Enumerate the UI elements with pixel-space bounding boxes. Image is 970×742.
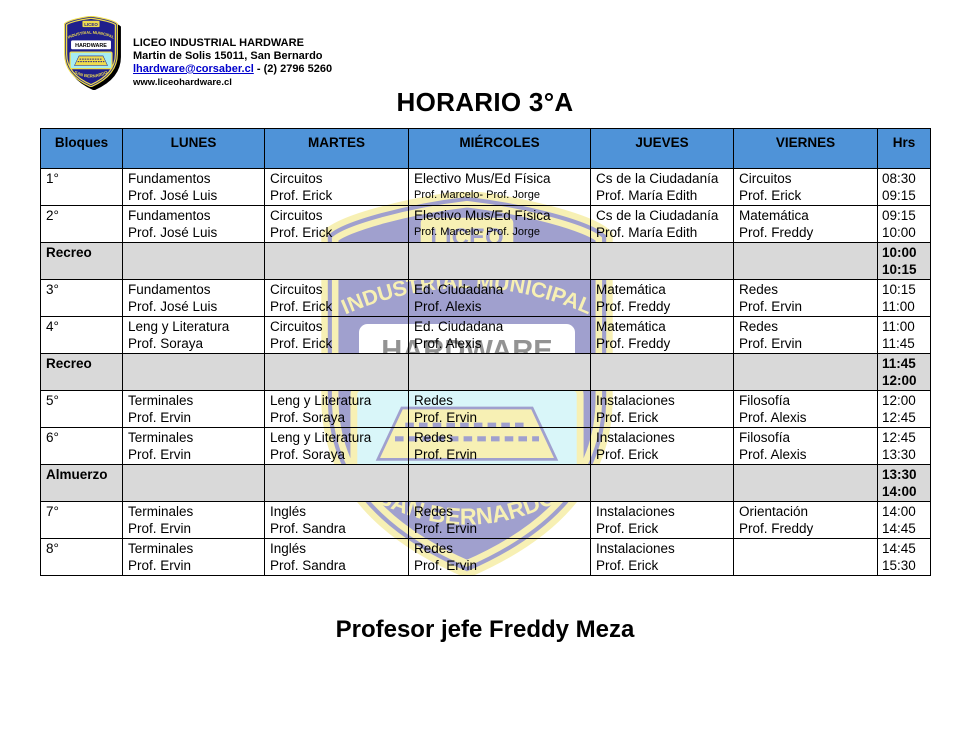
block-label: 1°	[41, 169, 123, 206]
schedule-cell: Filosofía Prof. Alexis	[734, 428, 878, 465]
table-row-block-8	[41, 539, 931, 576]
block-label: 8°	[41, 539, 123, 576]
column-header-lunes: LUNES	[123, 129, 265, 169]
schedule-cell: Fundamentos Prof. José Luis	[123, 169, 265, 206]
column-header-hrs: Hrs	[878, 129, 931, 169]
schedule-cell: Matemática Prof. Freddy	[734, 206, 878, 243]
schedule-cell: Ed. Ciudadana Prof. Alexis	[409, 280, 591, 317]
school-logo-icon	[58, 16, 124, 87]
hours-cell: 13:30 14:00	[878, 465, 931, 502]
hours-cell: 10:15 11:00	[878, 280, 931, 317]
schedule-cell: Terminales Prof. Ervin	[123, 391, 265, 428]
schedule-cell: Leng y Literatura Prof. Soraya	[265, 428, 409, 465]
table-row-block-6	[41, 428, 931, 465]
column-header-jueves: JUEVES	[591, 129, 734, 169]
schedule-cell: Leng y Literatura Prof. Soraya	[123, 317, 265, 354]
schedule-cell	[734, 354, 878, 391]
schedule-cell: Instalaciones Prof. Erick	[591, 502, 734, 539]
column-header-martes: MARTES	[265, 129, 409, 169]
schedule-cell	[123, 354, 265, 391]
table-row-block-2	[41, 206, 931, 243]
hours-cell: 12:45 13:30	[878, 428, 931, 465]
schedule-cell	[734, 539, 878, 576]
schedule-cell	[123, 243, 265, 280]
schedule-cell: Redes Prof. Ervin	[734, 280, 878, 317]
schedule-cell	[409, 465, 591, 502]
table-row-block-4	[41, 317, 931, 354]
schedule-cell	[409, 243, 591, 280]
schedule-cell: Leng y Literatura Prof. Soraya	[265, 391, 409, 428]
school-info	[133, 16, 332, 89]
schedule-cell: Instalaciones Prof. Erick	[591, 428, 734, 465]
schedule-cell: Circuitos Prof. Erick	[734, 169, 878, 206]
schedule-cell	[409, 354, 591, 391]
school-address: Martin de Solis 15011, San Bernardo	[133, 50, 323, 62]
schedule-cell: Instalaciones Prof. Erick	[591, 391, 734, 428]
schedule-cell	[591, 465, 734, 502]
hours-cell: 14:00 14:45	[878, 502, 931, 539]
schedule-cell: Inglés Prof. Sandra	[265, 539, 409, 576]
schedule-cell	[591, 243, 734, 280]
table-row-block-3	[41, 280, 931, 317]
table-row-recreo	[41, 354, 931, 391]
table-row-almuerzo	[41, 465, 931, 502]
column-header-viernes: VIERNES	[734, 129, 878, 169]
column-header-miercoles: MIÉRCOLES	[409, 129, 591, 169]
schedule-cell: Terminales Prof. Ervin	[123, 502, 265, 539]
table-row-block-1	[41, 169, 931, 206]
schedule-cell: Cs de la Ciudadanía Prof. María Edith	[591, 169, 734, 206]
schedule-cell: Orientación Prof. Freddy	[734, 502, 878, 539]
schedule-cell: Terminales Prof. Ervin	[123, 428, 265, 465]
schedule-cell	[734, 465, 878, 502]
block-label: 5°	[41, 391, 123, 428]
schedule-cell	[265, 465, 409, 502]
schedule-cell: Circuitos Prof. Erick	[265, 169, 409, 206]
hours-cell: 12:00 12:45	[878, 391, 931, 428]
hours-cell: 14:45 15:30	[878, 539, 931, 576]
schedule-cell	[265, 354, 409, 391]
hours-cell: 11:00 11:45	[878, 317, 931, 354]
schedule-cell: Ed. Ciudadana Prof. Alexis	[409, 317, 591, 354]
email-link[interactable]: lhardware@corsaber.cl	[133, 63, 254, 75]
schedule-table-area	[40, 128, 930, 576]
hours-cell: 09:15 10:00	[878, 206, 931, 243]
school-website: www.liceohardware.cl	[133, 77, 232, 88]
schedule-cell: Matemática Prof. Freddy	[591, 280, 734, 317]
schedule-cell: Fundamentos Prof. José Luis	[123, 280, 265, 317]
break-label: Almuerzo	[41, 465, 123, 502]
homeroom-teacher-label: Profesor jefe Freddy Meza	[335, 616, 635, 643]
schedule-cell	[591, 354, 734, 391]
schedule-cell	[265, 243, 409, 280]
schedule-cell: Cs de la Ciudadanía Prof. María Edith	[591, 206, 734, 243]
schedule-cell: Circuitos Prof. Erick	[265, 206, 409, 243]
schedule-cell: Redes Prof. Ervin	[409, 391, 591, 428]
column-header-bloques: Bloques	[41, 129, 123, 169]
page-title: HORARIO 3°A	[396, 87, 574, 117]
schedule-cell: Circuitos Prof. Erick	[265, 280, 409, 317]
table-row-recreo	[41, 243, 931, 280]
hours-cell: 08:30 09:15	[878, 169, 931, 206]
table-row-block-5	[41, 391, 931, 428]
contact-separator: -	[253, 63, 264, 75]
schedule-cell: Electivo Mus/Ed Física Prof. Marcelo- Prof. Jorge	[409, 169, 591, 206]
brand-header	[58, 16, 332, 89]
schedule-cell: Terminales Prof. Ervin	[123, 539, 265, 576]
block-label: 2°	[41, 206, 123, 243]
schedule-cell: Redes Prof. Ervin	[409, 428, 591, 465]
schedule-cell: Fundamentos Prof. José Luis	[123, 206, 265, 243]
header-row	[41, 129, 931, 169]
block-label: 3°	[41, 280, 123, 317]
schedule-cell: Matemática Prof. Freddy	[591, 317, 734, 354]
schedule-cell: Redes Prof. Ervin	[409, 539, 591, 576]
school-name: LICEO INDUSTRIAL HARDWARE	[133, 37, 304, 49]
hours-cell: 10:00 10:15	[878, 243, 931, 280]
schedule-cell	[734, 243, 878, 280]
block-label: 4°	[41, 317, 123, 354]
block-label: 6°	[41, 428, 123, 465]
break-label: Recreo	[41, 354, 123, 391]
schedule-cell: Redes Prof. Ervin	[409, 502, 591, 539]
schedule-cell	[123, 465, 265, 502]
schedule-cell: Redes Prof. Ervin	[734, 317, 878, 354]
schedule-cell: Electivo Mus/Ed Física Prof. Marcelo- Prof. Jorge	[409, 206, 591, 243]
schedule-cell: Instalaciones Prof. Erick	[591, 539, 734, 576]
schedule-cell: Filosofía Prof. Alexis	[734, 391, 878, 428]
break-label: Recreo	[41, 243, 123, 280]
contact-line	[133, 63, 332, 76]
table-row-block-7	[41, 502, 931, 539]
block-label: 7°	[41, 502, 123, 539]
school-phone: (2) 2796 5260	[263, 63, 333, 75]
hours-cell: 11:45 12:00	[878, 354, 931, 391]
schedule-cell: Circuitos Prof. Erick	[265, 317, 409, 354]
schedule-table	[40, 128, 931, 576]
schedule-cell: Inglés Prof. Sandra	[265, 502, 409, 539]
